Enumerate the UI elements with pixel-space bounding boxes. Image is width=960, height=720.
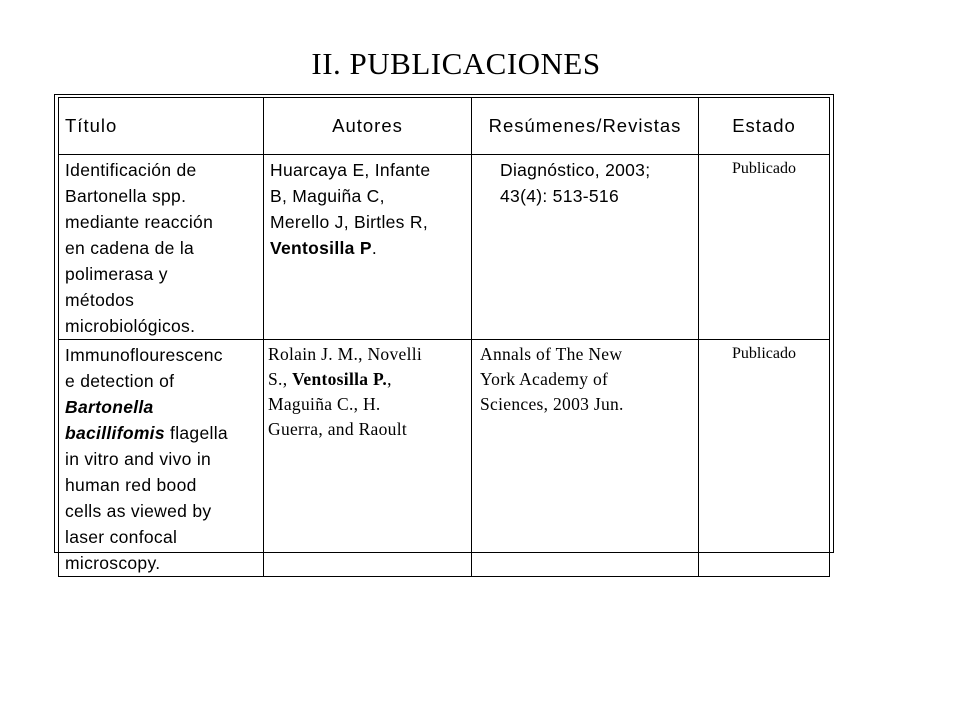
title-line: Identificación de <box>65 160 197 180</box>
title-line: en cadena de la <box>65 238 195 258</box>
title-line-italic: Bartonella <box>65 397 154 417</box>
title-line: Immunoflourescenc <box>65 345 223 365</box>
authors-line <box>270 235 465 261</box>
title-cell <box>59 340 264 577</box>
authors-line: Maguiña C., H. <box>268 394 381 414</box>
page-title: II. PUBLICACIONES <box>311 46 601 81</box>
title-line: mediante reacción <box>65 212 214 232</box>
authors-line <box>268 367 467 392</box>
authors-line: Merello J, Birtles R, <box>270 212 428 232</box>
header-estado: Estado <box>699 98 830 155</box>
status-cell: Publicado <box>699 340 830 577</box>
authors-line: Guerra, and Raoult <box>268 419 408 439</box>
journal-cell <box>472 340 699 577</box>
journal-line: York Academy of <box>480 369 609 389</box>
authors-suffix: , <box>387 369 392 389</box>
title-rest: flagella <box>164 423 228 443</box>
title-line: laser confocal <box>65 527 178 547</box>
authors-line: Huarcaya E, Infante <box>270 160 431 180</box>
journal-cell <box>472 155 699 340</box>
title-line: métodos <box>65 290 135 310</box>
title-line: cells as viewed by <box>65 501 212 521</box>
status-cell: Publicado <box>699 155 830 340</box>
species-name: bacillifomis <box>65 423 165 443</box>
authors-suffix: . <box>371 238 378 258</box>
table-row <box>59 340 830 577</box>
header-resumenes-revistas: Resúmenes/Revistas <box>472 98 699 155</box>
highlighted-author: Ventosilla P <box>270 238 372 258</box>
header-autores: Autores <box>264 98 472 155</box>
journal-line: Sciences, 2003 Jun. <box>480 394 624 414</box>
title-line: e detection of <box>65 371 175 391</box>
journal-line: 43(4): 513-516 <box>500 186 620 206</box>
header-titulo: Título <box>59 98 264 155</box>
publications-table <box>58 97 830 577</box>
authors-prefix: S., <box>268 369 293 389</box>
authors-line: B, Maguiña C, <box>270 186 385 206</box>
highlighted-author: Ventosilla P. <box>292 369 388 389</box>
table-row <box>59 155 830 340</box>
journal-line: Annals of The New <box>480 344 623 364</box>
title-line: polimerasa y <box>65 264 168 284</box>
title-line <box>65 420 257 446</box>
title-line: microscopy. <box>65 553 161 573</box>
title-cell <box>59 155 264 340</box>
journal-line: Diagnóstico, 2003; <box>500 160 651 180</box>
authors-cell <box>264 340 472 577</box>
authors-line: Rolain J. M., Novelli <box>268 344 423 364</box>
table-header-row <box>59 98 830 155</box>
authors-cell <box>264 155 472 340</box>
title-line: Bartonella spp. <box>65 186 187 206</box>
title-line: microbiológicos. <box>65 316 196 336</box>
title-line: human red bood <box>65 475 197 495</box>
title-line: in vitro and vivo in <box>65 449 212 469</box>
